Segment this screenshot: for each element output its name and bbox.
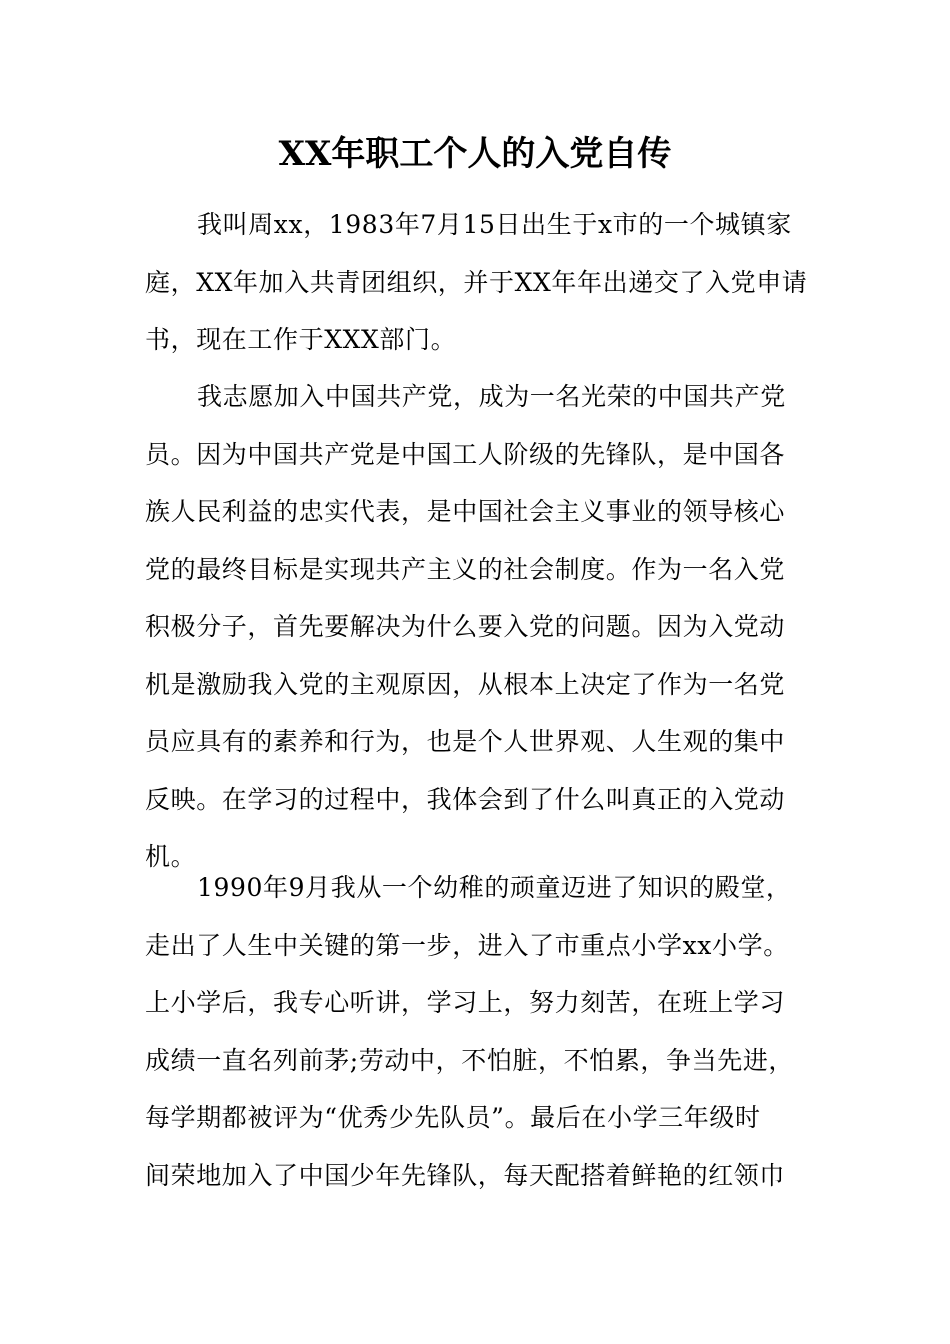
text-line: 机。 <box>145 842 197 871</box>
text-line: 庭，XX年加入共青团组织，并于XX年年出递交了入党申请 <box>145 267 808 297</box>
text-line: 党的最终目标是实现共产主义的社会制度。作为一名入党 <box>145 554 786 584</box>
paragraph-3 <box>145 859 810 1204</box>
paragraph-1 <box>145 196 810 369</box>
text-line: 反映。在学习的过程中，我体会到了什么叫真正的入党动 <box>145 784 786 814</box>
text-line: 成绩一直名列前茅;劳动中，不怕脏，不怕累，争当先进， <box>145 1045 795 1075</box>
text-line: 员。因为中国共产党是中国工人阶级的先锋队，是中国各 <box>145 439 786 469</box>
paragraph-2 <box>145 368 810 886</box>
text-line: 每学期都被评为“优秀少先队员”。最后在小学三年级时 <box>145 1103 761 1132</box>
text-line: 上小学后，我专心听讲，学习上，努力刻苦，在班上学习 <box>145 988 786 1017</box>
text-line: 我叫周xx，1983年7月15日出生于x市的一个城镇家 <box>197 210 792 239</box>
text-line: 积极分子，首先要解决为什么要入党的问题。因为入党动 <box>145 612 786 641</box>
text-line: 我志愿加入中国共产党，成为一名光荣的中国共产党 <box>197 382 786 411</box>
text-line: 员应具有的素养和行为，也是个人世界观、人生观的集中 <box>145 727 786 756</box>
text-line: 机是激励我入党的主观原因，从根本上决定了作为一名党 <box>145 669 786 699</box>
document-title: XX年职工个人的入党自传 <box>278 134 672 174</box>
text-line: 走出了人生中关键的第一步，进入了市重点小学xx小学。 <box>145 930 789 960</box>
text-line: 间荣地加入了中国少年先锋队，每天配搭着鲜艳的红领巾 <box>145 1160 786 1190</box>
text-line: 1990年9月我从一个幼稚的顽童迈进了知识的殿堂， <box>197 873 792 902</box>
text-line: 族人民利益的忠实代表，是中国社会主义事业的领导核心 <box>145 497 786 526</box>
text-line: 书，现在工作于XXX部门。 <box>145 325 457 354</box>
